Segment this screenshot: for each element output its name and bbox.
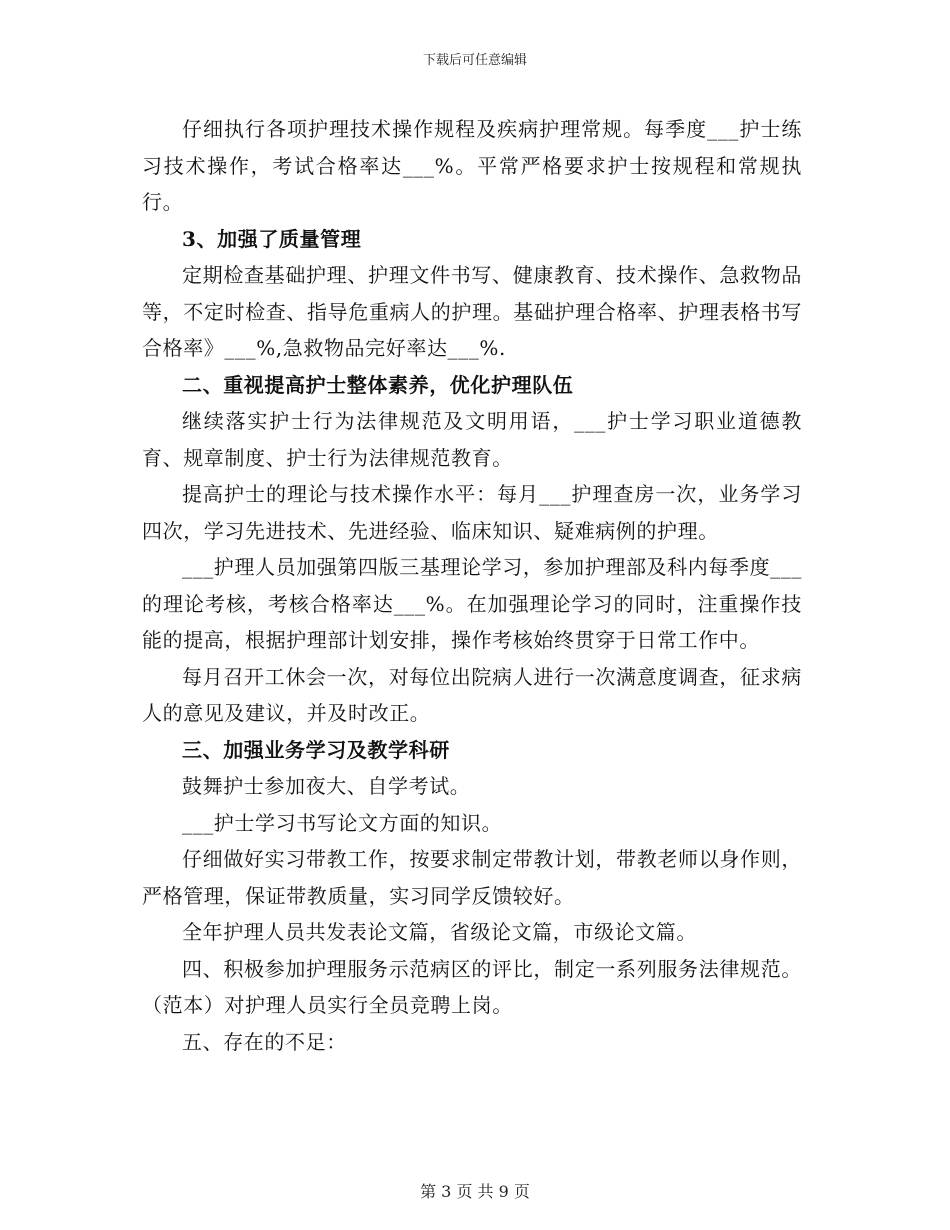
paragraph-skill-improvement: 提高护士的理论与技术操作水平：每月___护理查房一次，业务学习四次，学习先进技术、先进经验、临床知识、疑难病例的护理。 xyxy=(142,482,802,543)
paragraph-quality-checks: 定期检查基础护理、护理文件书写、健康教育、技术操作、急救物品等，不定时检查、指导危重病人的护理。基础护理合格率、护理表格书写合格率》___%,急救物品完好率达___%. xyxy=(142,263,802,360)
document-body xyxy=(142,111,802,1060)
paragraph-teaching: 仔细做好实习带教工作，按要求制定带教计划，带教老师以身作则，严格管理，保证带教质量，实习同学反馈较好。 xyxy=(142,847,802,908)
paragraph-paper-writing: ___护士学习书写论文方面的知识。 xyxy=(182,810,503,835)
paragraph-publications: 全年护理人员共发表论文篇，省级论文篇，市级论文篇。 xyxy=(182,920,697,944)
paragraph-practice-standards: 仔细执行各项护理技术操作规程及疾病护理常规。每季度___护士练习技术操作，考试合格率达___%。平常严格要求护士按规程和常规执行。 xyxy=(142,117,802,214)
paragraph-patient-survey: 每月召开工休会一次，对每位出院病人进行一次满意度调查，征求病人的意见及建议，并及时改正。 xyxy=(142,664,802,725)
paragraph-theory-study: ___护理人员加强第四版三基理论学习，参加护理部及科内每季度___的理论考核，考核合格率达___%。在加强理论学习的同时，注重操作技能的提高，根据护理部计划安排，操作考核始终贯穿于日常工作中。 xyxy=(142,555,802,652)
heading-nurse-quality: 二、重视提高护士整体素养，优化护理队伍 xyxy=(182,372,574,397)
paragraph-demo-ward: 四、积极参加护理服务示范病区的评比，制定一系列服务法律规范。（范本）对护理人员实行全员竞聘上岗。 xyxy=(142,956,802,1017)
paragraph-encourage-study: 鼓舞护士参加夜大、自学考试。 xyxy=(182,774,471,798)
heading-quality-management: 3、加强了质量管理 xyxy=(182,226,362,251)
page-number: 第 3 页 共 9 页 xyxy=(420,1182,530,1201)
paragraph-ethics-education: 继续落实护士行为法律规范及文明用语，___护士学习职业道德教育、规章制度、护士行为法律规范教育。 xyxy=(142,409,802,470)
paragraph-shortcomings: 五、存在的不足： xyxy=(182,1029,347,1054)
heading-learning-research: 三、加强业务学习及教学科研 xyxy=(182,737,450,762)
page-header: 下载后可任意编辑 xyxy=(422,53,527,68)
